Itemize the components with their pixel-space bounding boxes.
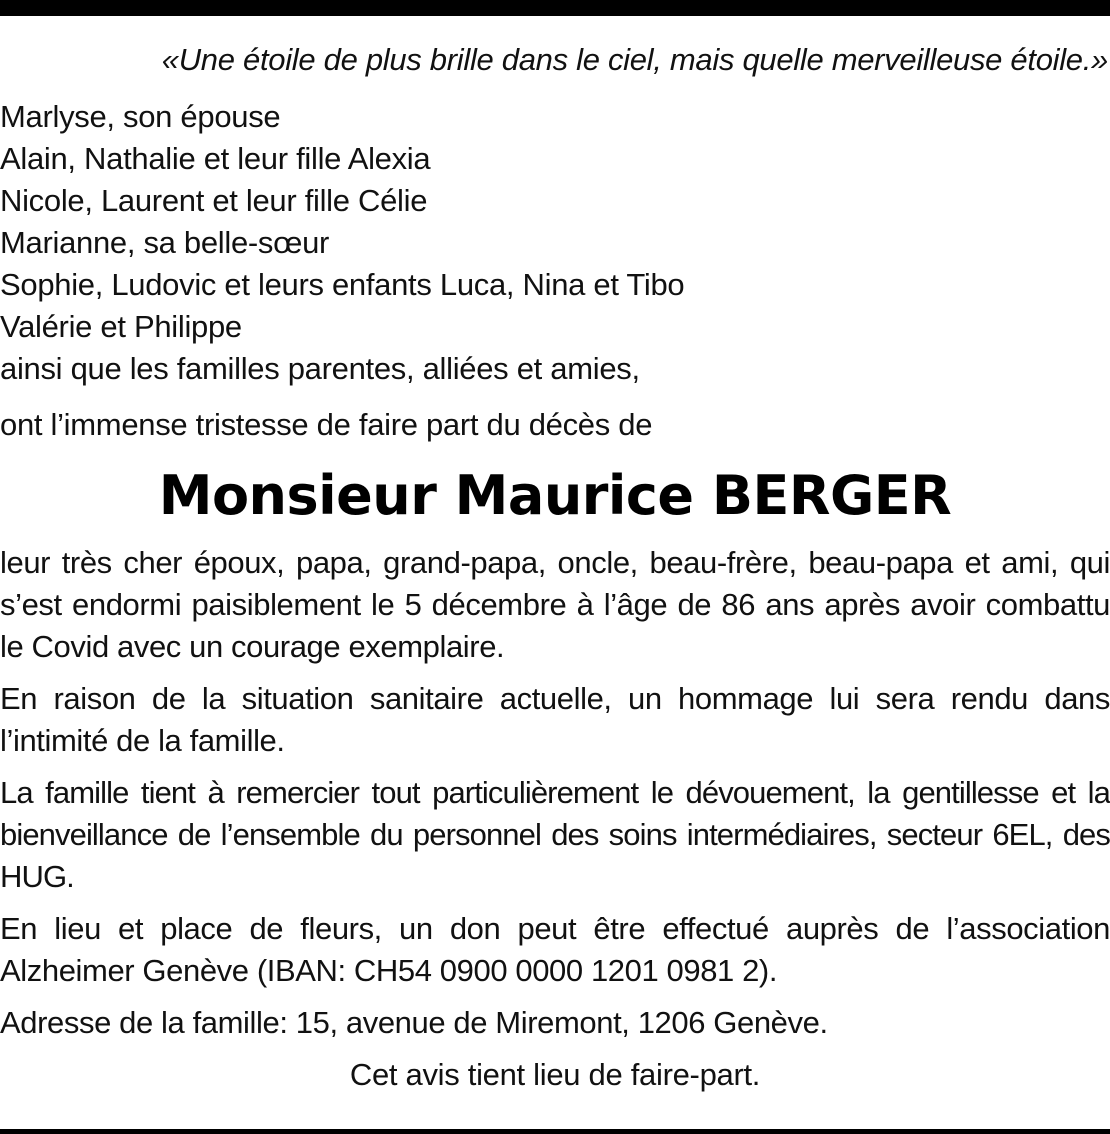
deceased-name: Monsieur Maurice BERGER <box>158 464 952 527</box>
announcement-line: ont l’immense tristesse de faire part du décès de <box>0 407 653 442</box>
top-rule <box>0 0 1110 16</box>
ceremony-paragraph: En raison de la situation sanitaire actuelle, un hommage lui sera rendu dans l’intimité de la famille. <box>0 681 1110 758</box>
epigraph-quote: «Une étoile de plus brille dans le ciel, mais quelle merveilleuse étoile.» <box>161 42 1108 77</box>
death-notice <box>0 40 1110 1096</box>
family-member: Sophie, Ludovic et leurs enfants Luca, Nina et Tibo <box>0 267 685 302</box>
thanks-paragraph: La famille tient à remercier tout particulièrement le dévouement, la gentillesse et la bienveillance de l’ensemble du personnel des soins intermédiaires, secteur 6EL, des HUG. <box>0 775 1110 894</box>
bottom-rule <box>0 1129 1110 1134</box>
family-member: Marlyse, son épouse <box>0 99 281 134</box>
family-member: Nicole, Laurent et leur fille Célie <box>0 183 428 218</box>
closing-note: Cet avis tient lieu de faire-part. <box>349 1057 761 1092</box>
family-member: Alain, Nathalie et leur fille Alexia <box>0 141 431 176</box>
family-member: Valérie et Philippe <box>0 309 242 344</box>
family-member: ainsi que les familles parentes, alliées et amies, <box>0 351 640 386</box>
family-member: Marianne, sa belle-sœur <box>0 225 330 260</box>
tribute-paragraph: leur très cher époux, papa, grand-papa, oncle, beau-frère, beau-papa et ami, qui s’est endormi paisiblement le 5 décembre à l’âge de 86 ans après avoir combattu le Covid avec un courage exemplaire. <box>0 545 1110 664</box>
family-list <box>0 96 1110 390</box>
family-address: Adresse de la famille: 15, avenue de Miremont, 1206 Genève. <box>0 1005 828 1040</box>
donation-paragraph: En lieu et place de fleurs, un don peut être effectué auprès de l’association Alzheimer Genève (IBAN: CH54 0900 0000 1201 0981 2). <box>0 911 1110 988</box>
